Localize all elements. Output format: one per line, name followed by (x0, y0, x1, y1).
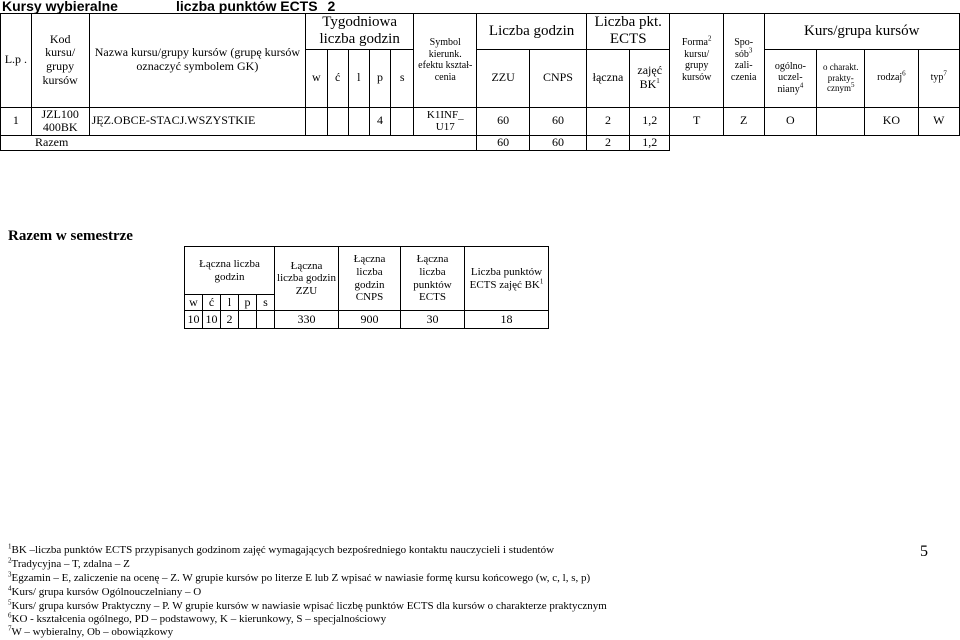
header-liczba-pkt: Liczba pkt. ECTS (586, 14, 670, 50)
header-tyg-l: l (348, 49, 369, 107)
header-liczba-godzin: Liczba godzin (477, 14, 587, 50)
header-nazwa: Nazwa kursu/grupy kursów (grupę kursów oznaczyć symbolem GK) (89, 14, 306, 108)
header-zzu: ZZU (477, 49, 530, 107)
semester-val-ects: 30 (401, 311, 465, 329)
razem-laczna: 2 (586, 136, 629, 151)
cell-kod: JZL100 400BK (31, 107, 89, 136)
footnote-6 (8, 613, 386, 626)
semester-sub-p: p (239, 295, 257, 311)
cell-lp: 1 (1, 107, 32, 136)
sposob-label: Spo-sób (734, 37, 754, 60)
cell-ogolno: O (764, 107, 817, 136)
header-typ (918, 49, 959, 107)
praktyczny-sup: 5 (851, 81, 855, 90)
cell-bk: 1,2 (629, 107, 670, 136)
header-ogolno (764, 49, 817, 107)
footnote-5 (8, 600, 607, 613)
sposob-rest: zali-czenia (730, 60, 757, 83)
footnote-sup: 3 (8, 570, 12, 579)
forma-rest: kursu/ grupy kursów (681, 48, 712, 83)
semester-val-w: 10 (185, 311, 203, 329)
section-title (2, 0, 118, 14)
semester-val-s (257, 311, 275, 329)
cell-praktyczny (817, 107, 865, 136)
ogolno-label: ogólno-uczel-niany (774, 60, 806, 95)
forma-label: Forma (681, 37, 708, 49)
footnote-text: Egzamin – E, zaliczenie na ocenę – Z. W grupie kursów po literze E lub Z wpisać w nawiasie formę kursu końcowego (w, c, l, s, p) (11, 572, 591, 584)
cell-p: 4 (369, 107, 390, 136)
footnote-text: Kurs/ grupa kursów Praktyczny – P. W grupie kursów w nawiasie wpisać liczbę punktów ECTS dla kursów o charakterze praktycznym (11, 600, 607, 612)
header-tyg-c: ć (327, 49, 348, 107)
table-row (185, 311, 549, 329)
zajec-bk-sup: 1 (656, 77, 660, 85)
semester-bk-label: Liczba punktów ECTS zajęć BK (469, 265, 543, 291)
header-forma (670, 14, 723, 108)
forma-sup: 2 (707, 34, 712, 43)
cell-c (327, 107, 348, 136)
header-lp: L.p . (1, 14, 32, 108)
semester-val-p (239, 311, 257, 329)
cell-cnps: 60 (529, 107, 586, 136)
table-row-razem (1, 136, 960, 151)
header-tyg-p: p (369, 49, 390, 107)
footnote-sup: 6 (8, 611, 12, 620)
semester-sub-c: ć (203, 295, 221, 311)
semester-header-godzin: Łączna liczba godzin (185, 247, 275, 295)
cell-forma: T (670, 107, 723, 136)
ects-label: liczba punktów ECTS (176, 0, 318, 14)
footnote-2 (8, 558, 130, 571)
cell-sposob: Z (723, 107, 764, 136)
cell-laczna: 2 (586, 107, 629, 136)
footnote-sup: 1 (8, 542, 12, 551)
ects-value: 2 (327, 0, 336, 14)
header-zajec-bk (629, 49, 670, 107)
semester-sub-w: w (185, 295, 203, 311)
cell-symbol: K1INF_ U17 (414, 107, 477, 136)
cell-l (348, 107, 369, 136)
footnote-text: BK –liczba punktów ECTS przypisanych godzinom zajęć wymagających bezpośredniego kontaktu nauczycieli i studentów (11, 544, 555, 556)
header-rodzaj (865, 49, 918, 107)
semester-sub-s: s (257, 295, 275, 311)
rodzaj-label: rodzaj (877, 72, 903, 84)
header-kurs-grupa: Kurs/grupa kursów (764, 14, 960, 50)
header-title: Kursy wybieralne (2, 0, 118, 14)
razem-bk: 1,2 (629, 136, 670, 151)
cell-typ: W (918, 107, 959, 136)
semester-bk-sup: 1 (539, 276, 544, 285)
footnote-sup: 2 (8, 556, 12, 565)
rodzaj-sup: 6 (902, 69, 906, 78)
semester-title: Razem w semestrze (8, 228, 133, 244)
cell-zzu: 60 (477, 107, 530, 136)
footnote-text: Kurs/ grupa kursów Ogólnouczelniany – O (11, 586, 202, 598)
semester-header-zzu: Łączna liczba godzin ZZU (275, 247, 339, 311)
footnote-text: W – wybieralny, Ob – obowiązkowy (11, 626, 174, 638)
footnote-sup: 4 (8, 584, 12, 593)
header-tygodniowa: Tygodniowa liczba godzin (306, 14, 414, 50)
footnote-sup: 5 (8, 598, 12, 607)
footnote-3 (8, 572, 590, 585)
razem-zzu: 60 (477, 136, 530, 151)
courses-table (0, 13, 960, 151)
header-symbol: Symbol kierunk. efektu kształ-cenia (414, 14, 477, 108)
header-kod: Kod kursu/ grupy kursów (31, 14, 89, 108)
typ-sup: 7 (943, 69, 947, 78)
semester-sub-l: l (221, 295, 239, 311)
header-cnps: CNPS (529, 49, 586, 107)
footnote-text: KO - kształcenia ogólnego, PD – podstawowy, K – kierunkowy, S – specjalnościowy (11, 613, 387, 625)
cell-rodzaj: KO (865, 107, 918, 136)
semester-val-bk: 18 (465, 311, 549, 329)
ects-header (176, 0, 335, 14)
razem-label: Razem (1, 136, 477, 151)
cell-nazwa: JĘZ.OBCE-STACJ.WSZYSTKIE (89, 107, 306, 136)
header-laczna: łączna (586, 49, 629, 107)
footnote-sup: 7 (8, 624, 12, 633)
zajec-bk-label: zajęć BK (637, 63, 663, 91)
page-number: 5 (920, 543, 928, 560)
semester-header-ects: Łączna liczba punktów ECTS (401, 247, 465, 311)
header-sposob (723, 14, 764, 108)
cell-s (391, 107, 414, 136)
semester-val-zzu: 330 (275, 311, 339, 329)
praktyczny-label: o charakt. prakty-cznym (823, 62, 859, 94)
footnote-7 (8, 626, 173, 639)
semester-val-cnps: 900 (339, 311, 401, 329)
cell-w (306, 107, 327, 136)
razem-cnps: 60 (529, 136, 586, 151)
header-praktyczny (817, 49, 865, 107)
semester-val-l: 2 (221, 311, 239, 329)
typ-label: typ (930, 72, 944, 84)
ogolno-sup: 4 (799, 81, 804, 90)
header-tyg-s: s (391, 49, 414, 107)
table-row (1, 107, 960, 136)
sposob-sup: 3 (748, 46, 753, 55)
semester-header-bk (465, 247, 549, 311)
footnote-1 (8, 544, 554, 557)
semester-table (184, 246, 549, 329)
semester-val-c: 10 (203, 311, 221, 329)
footnote-text: Tradycyjna – T, zdalna – Z (11, 558, 130, 570)
footnote-4 (8, 586, 201, 599)
header-tyg-w: w (306, 49, 327, 107)
semester-header-cnps: Łączna liczba godzin CNPS (339, 247, 401, 311)
